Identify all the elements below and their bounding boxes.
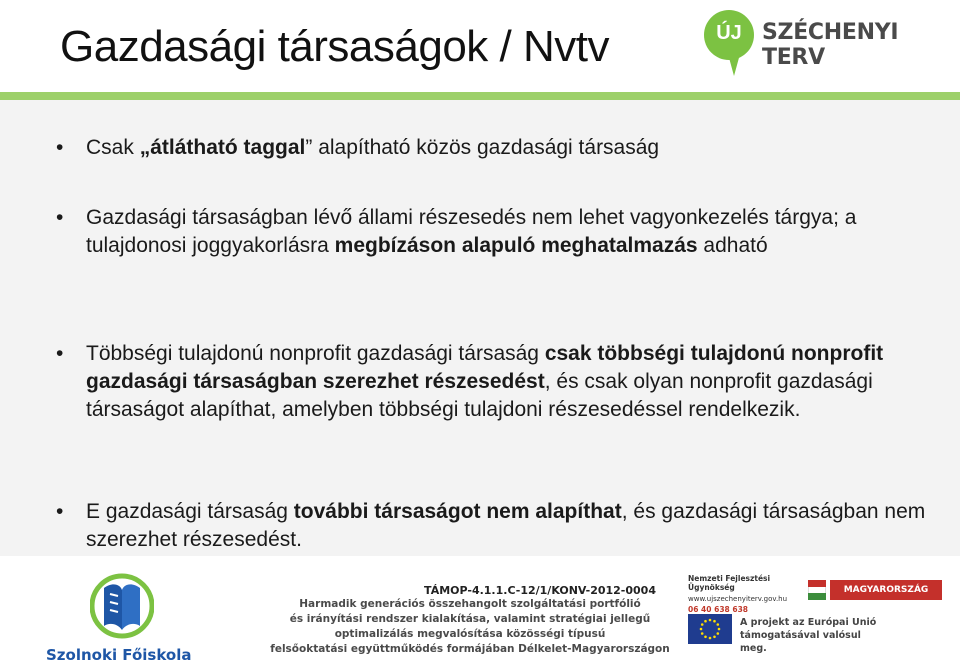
- agency-phone: 06 40 638 638: [688, 605, 749, 614]
- speech-bubble-icon: [704, 10, 754, 60]
- project-line: felsőoktatási együttműködés formájában Délkelet-Magyarországon: [270, 643, 670, 655]
- project-info: [270, 584, 670, 657]
- agency-info: [688, 574, 798, 614]
- bullet-item: • Többségi tulajdonú nonprofit gazdasági társaság csak többségi tulajdonú nonprofit gazdasági társaságban szerezhet részesedést, és csak olyan nonprofit gazdasági társaságot alapíthat, amelyben többségi tulajdoni részesedéssel rendelkezik.: [86, 340, 926, 424]
- project-code: TÁMOP-4.1.1.C-12/1/KONV-2012-0004: [424, 584, 656, 597]
- project-line: és irányítási rendszer kialakítása, valamint stratégiai jellegű: [289, 613, 651, 625]
- country-badge: MAGYARORSZÁG MEGÚJUL: [830, 580, 942, 600]
- eu-flag-icon: [688, 614, 732, 644]
- szolnoki-foiskola-logo: [40, 570, 200, 666]
- slide-content: [0, 100, 960, 556]
- agency-url: www.ujszechenyiterv.gov.hu: [688, 595, 788, 603]
- szechenyi-terv-logo: [700, 4, 950, 86]
- project-line: optimalizálás megvalósítása közösségi típusú: [334, 628, 606, 640]
- bullet-item: • Csak „átlátható taggal” alapítható közös gazdasági társaság: [86, 134, 926, 162]
- book-globe-icon: [90, 570, 154, 642]
- school-name: Szolnoki Főiskola: [46, 646, 192, 664]
- eu-support-text: A projekt az Európai Unió támogatásával valósul meg.: [740, 617, 877, 654]
- logo-circle-text: ÚJ: [716, 22, 742, 44]
- bullet-item: • Gazdasági társaságban lévő állami részesedés nem lehet vagyonkezelés tárgya; a tulajdonosi joggyakorlásra megbízáson alapuló meghatalmazás adható: [86, 204, 926, 260]
- agency-name: Nemzeti Fejlesztési Ügynökség: [688, 574, 771, 592]
- hungarian-flag-icon: [808, 580, 826, 600]
- footer: [0, 556, 960, 666]
- project-line: Harmadik generációs összehangolt szolgáltatási portfólió: [299, 598, 641, 610]
- bullet-item: • E gazdasági társaság további társaságot nem alapíthat, és gazdasági társaságban nem szerezhet részesedést.: [86, 498, 926, 554]
- logo-text: SZÉCHENYI TERV: [762, 20, 899, 70]
- slide-title: Gazdasági társaságok / Nvtv: [60, 22, 609, 71]
- header-divider: [0, 92, 960, 100]
